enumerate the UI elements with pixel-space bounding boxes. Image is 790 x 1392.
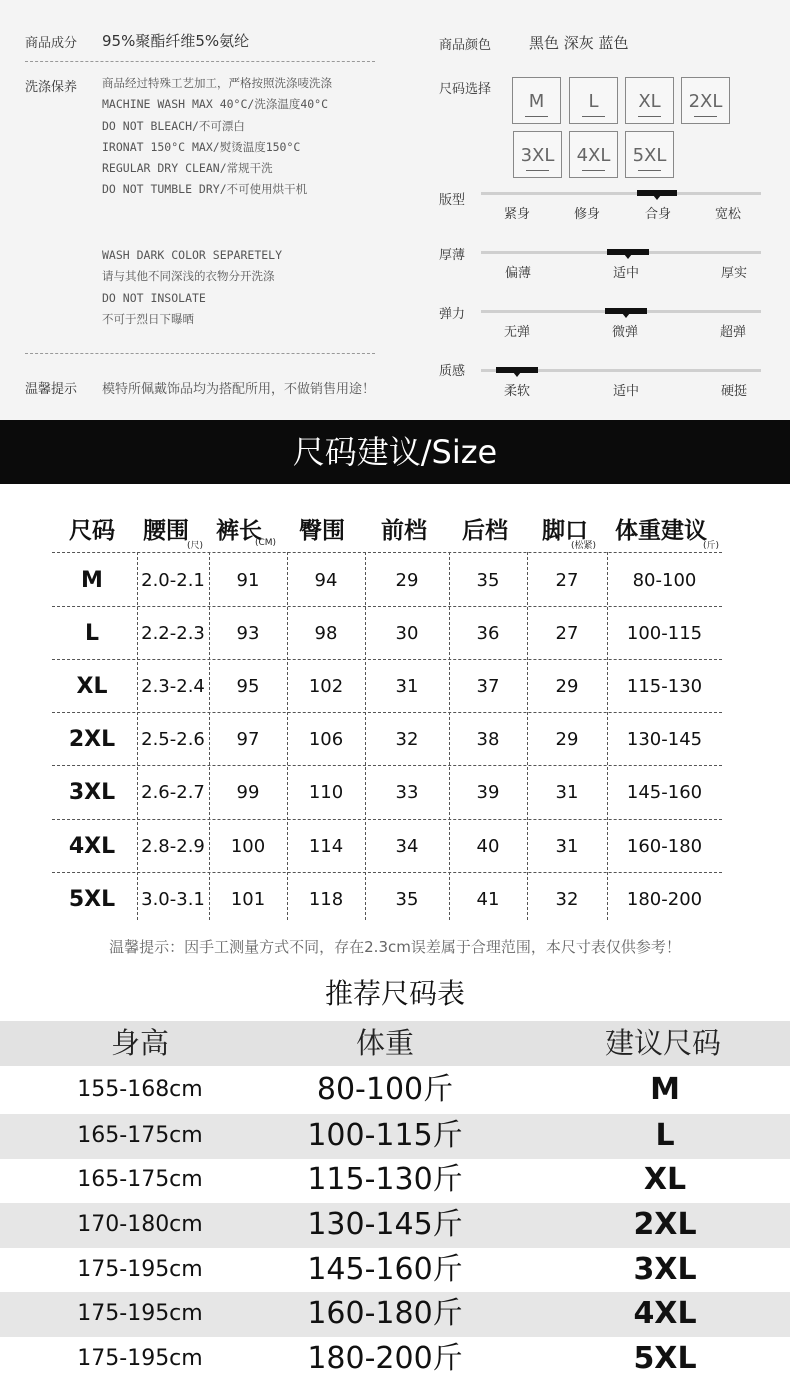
header-back-rise: 后档 [462,518,508,544]
care-line: REGULAR DRY CLEAN/常规干洗 [102,161,273,176]
table-cell: 101 [230,889,266,910]
table-cell: 106 [308,729,344,750]
thickness-scale-track [481,251,761,254]
table-row [52,821,722,873]
table-cell: 27 [555,570,579,591]
table-row [52,608,722,660]
unit-waist: (尺) [187,541,204,551]
table-cell: 114 [308,836,344,857]
table-row [52,661,722,713]
elasticity-label: 弹力 [439,307,466,322]
recommend-weight-cell: 115-130斤 [307,1162,463,1197]
recommend-height-cell: 175-195cm [77,1346,203,1371]
tip-label: 温馨提示 [25,382,78,397]
thickness-tick: 厚实 [721,266,748,281]
recommend-size-cell: 5XL [633,1341,697,1376]
table-cell: 35 [476,570,500,591]
table-cell: 2.3-2.4 [141,676,205,697]
table-cell: 40 [476,836,500,857]
table-cell: 31 [395,676,419,697]
row-divider [52,552,722,553]
fit-tick: 宽松 [715,207,742,222]
row-divider [52,819,722,820]
recommend-height-cell: 175-195cm [77,1301,203,1326]
table-row [52,555,722,607]
table-cell: 130-145 [626,729,703,750]
texture-tick: 柔软 [504,384,531,399]
recommend-row [0,1248,790,1293]
recommend-height-cell: 165-175cm [77,1167,203,1192]
recommend-title: 推荐尺码表 [324,977,465,1010]
material-label: 商品成分 [25,36,78,51]
divider [25,61,375,62]
recommend-height-cell: 155-168cm [77,1077,203,1102]
size-cell: 5XL [68,887,116,912]
recommend-weight-cell: 130-145斤 [307,1207,463,1242]
size-option-2xl[interactable]: 2XL [681,77,730,124]
recommend-header-height: 身高 [110,1026,169,1060]
table-cell: 100-115 [626,623,703,644]
header-hip: 臀围 [299,518,345,544]
table-cell: 102 [308,676,344,697]
table-cell: 3.0-3.1 [141,889,205,910]
table-cell: 145-160 [626,782,703,803]
table-cell: 180-200 [626,889,703,910]
care-line: 不可于烈日下曝晒 [102,311,194,326]
care-line: IRONAT 150°C MAX/熨烫温度150°C [102,139,301,154]
size-option-4xl[interactable]: 4XL [569,131,618,178]
recommend-row [0,1114,790,1159]
recommend-header-weight: 体重 [355,1026,414,1060]
recommend-row [0,1068,790,1113]
texture-tick: 硬挺 [721,384,748,399]
table-cell: 41 [476,889,500,910]
care-line: DO NOT TUMBLE DRY/不可使用烘干机 [102,182,308,197]
color-value: 黑色 深灰 蓝色 [529,34,629,52]
table-cell: 29 [395,570,419,591]
table-cell: 2.6-2.7 [141,782,205,803]
table-row [52,714,722,766]
table-cell: 91 [236,570,260,591]
size-option-l[interactable]: L [569,77,618,124]
table-cell: 94 [314,570,338,591]
table-cell: 2.8-2.9 [141,836,205,857]
care-label: 洗涤保养 [25,80,78,95]
table-cell: 32 [395,729,419,750]
thickness-tick: 偏薄 [505,266,532,281]
table-cell: 29 [555,729,579,750]
table-cell: 30 [395,623,419,644]
size-option-xl[interactable]: XL [625,77,674,124]
recommend-weight-cell: 180-200斤 [307,1341,463,1376]
recommend-size-cell: M [650,1072,680,1107]
recommend-weight-cell: 145-160斤 [307,1252,463,1287]
fit-scale-track [481,192,761,195]
thickness-scale-marker [607,249,649,255]
thickness-tick: 适中 [613,266,640,281]
table-cell: 93 [236,623,260,644]
size-cell: XL [76,674,108,699]
recommend-height-cell: 165-175cm [77,1123,203,1148]
table-cell: 29 [555,676,579,697]
table-cell: 118 [308,889,344,910]
care-line: 请与其他不同深浅的衣物分开洗涤 [102,269,275,284]
texture-tick: 适中 [613,384,640,399]
recommend-header-row [0,1021,790,1066]
recommend-header-size: 建议尺码 [604,1026,721,1060]
recommend-size-cell: L [655,1118,675,1153]
elasticity-tick: 无弹 [504,325,531,340]
thickness-label: 厚薄 [439,248,466,263]
table-cell: 160-180 [626,836,703,857]
header-weight: 体重建议 [615,518,707,544]
texture-scale-track [481,369,761,372]
table-cell: 95 [236,676,260,697]
header-waist: 腰围 [143,518,189,544]
table-cell: 97 [236,729,260,750]
unit-hem: (松紧) [571,541,597,551]
size-cell: M [81,568,103,593]
recommend-weight-cell: 160-180斤 [307,1296,463,1331]
tip-value: 模特所佩戴饰品均为搭配所用，不做销售用途！ [102,382,376,397]
recommend-size-cell: XL [643,1162,687,1197]
header-front-rise: 前档 [381,518,427,544]
care-instructions-extra [102,245,282,330]
fit-tick: 紧身 [504,207,531,222]
fit-tick: 合身 [645,207,672,222]
recommend-weight-cell: 80-100斤 [316,1072,454,1107]
size-cell: 2XL [68,727,116,752]
fit-label: 版型 [439,193,466,208]
recommend-size-cell: 3XL [633,1252,697,1287]
size-option-m[interactable]: M [512,77,561,124]
table-cell: 110 [308,782,344,803]
recommend-row [0,1337,790,1382]
table-cell: 98 [314,623,338,644]
fit-tick: 修身 [574,207,601,222]
care-line: DO NOT BLEACH/不可漂白 [102,118,245,133]
elasticity-scale-marker [605,308,647,314]
size-cell: L [84,621,100,646]
table-cell: 27 [555,623,579,644]
table-cell: 100 [230,836,266,857]
care-line: MACHINE WASH MAX 40°C/洗涤温度40°C [102,97,329,112]
recommend-row [0,1203,790,1248]
table-cell: 31 [555,782,579,803]
header-hem: 脚口 [542,518,588,544]
fit-scale-marker [637,190,677,196]
care-line: DO NOT INSOLATE [102,290,206,305]
unit-length: (CM) [255,538,277,548]
material-value: 95%聚酯纤维5%氨纶 [102,32,250,50]
table-cell: 2.0-2.1 [141,570,205,591]
texture-scale-marker [496,367,538,373]
table-cell: 35 [395,889,419,910]
size-banner: 尺码建议/Size [0,420,790,484]
table-cell: 39 [476,782,500,803]
size-option-3xl[interactable]: 3XL [513,131,562,178]
recommend-row [0,1158,790,1203]
texture-label: 质感 [439,364,466,379]
recommend-weight-cell: 100-115斤 [307,1118,463,1153]
table-row [52,874,722,926]
table-cell: 32 [555,889,579,910]
elasticity-tick: 微弹 [612,325,639,340]
care-line: 商品经过特殊工艺加工，严格按照洗涤唛洗涤 [102,76,332,90]
measurement-note: 温馨提示：因手工测量方式不同，存在2.3cm误差属于合理范围，本尺寸表仅供参考！ [109,938,681,956]
table-cell: 36 [476,623,500,644]
unit-weight: (斤) [703,541,720,551]
size-cell: 4XL [68,834,116,859]
recommend-size-cell: 4XL [633,1296,697,1331]
elasticity-scale-track [481,310,761,313]
elasticity-tick: 超弹 [720,325,747,340]
size-select-label: 尺码选择 [439,82,492,97]
recommend-height-cell: 170-180cm [77,1212,203,1237]
table-cell: 115-130 [626,676,703,697]
recommend-row [0,1292,790,1337]
divider [25,353,375,354]
table-row [52,767,722,819]
table-cell: 34 [395,836,419,857]
size-cell: 3XL [68,780,116,805]
recommend-height-cell: 175-195cm [77,1257,203,1282]
size-option-5xl[interactable]: 5XL [625,131,674,178]
table-cell: 80-100 [632,570,697,591]
header-length: 裤长 [216,518,262,544]
table-cell: 33 [395,782,419,803]
table-cell: 31 [555,836,579,857]
table-cell: 2.5-2.6 [141,729,205,750]
care-line: WASH DARK COLOR SEPARETELY [102,248,283,262]
header-size: 尺码 [69,518,115,544]
care-instructions [102,73,332,201]
table-cell: 99 [236,782,260,803]
recommend-size-cell: 2XL [633,1207,697,1242]
table-cell: 38 [476,729,500,750]
product-info-panel [0,0,790,420]
color-label: 商品颜色 [439,38,492,53]
table-cell: 2.2-2.3 [141,623,205,644]
table-cell: 37 [476,676,500,697]
